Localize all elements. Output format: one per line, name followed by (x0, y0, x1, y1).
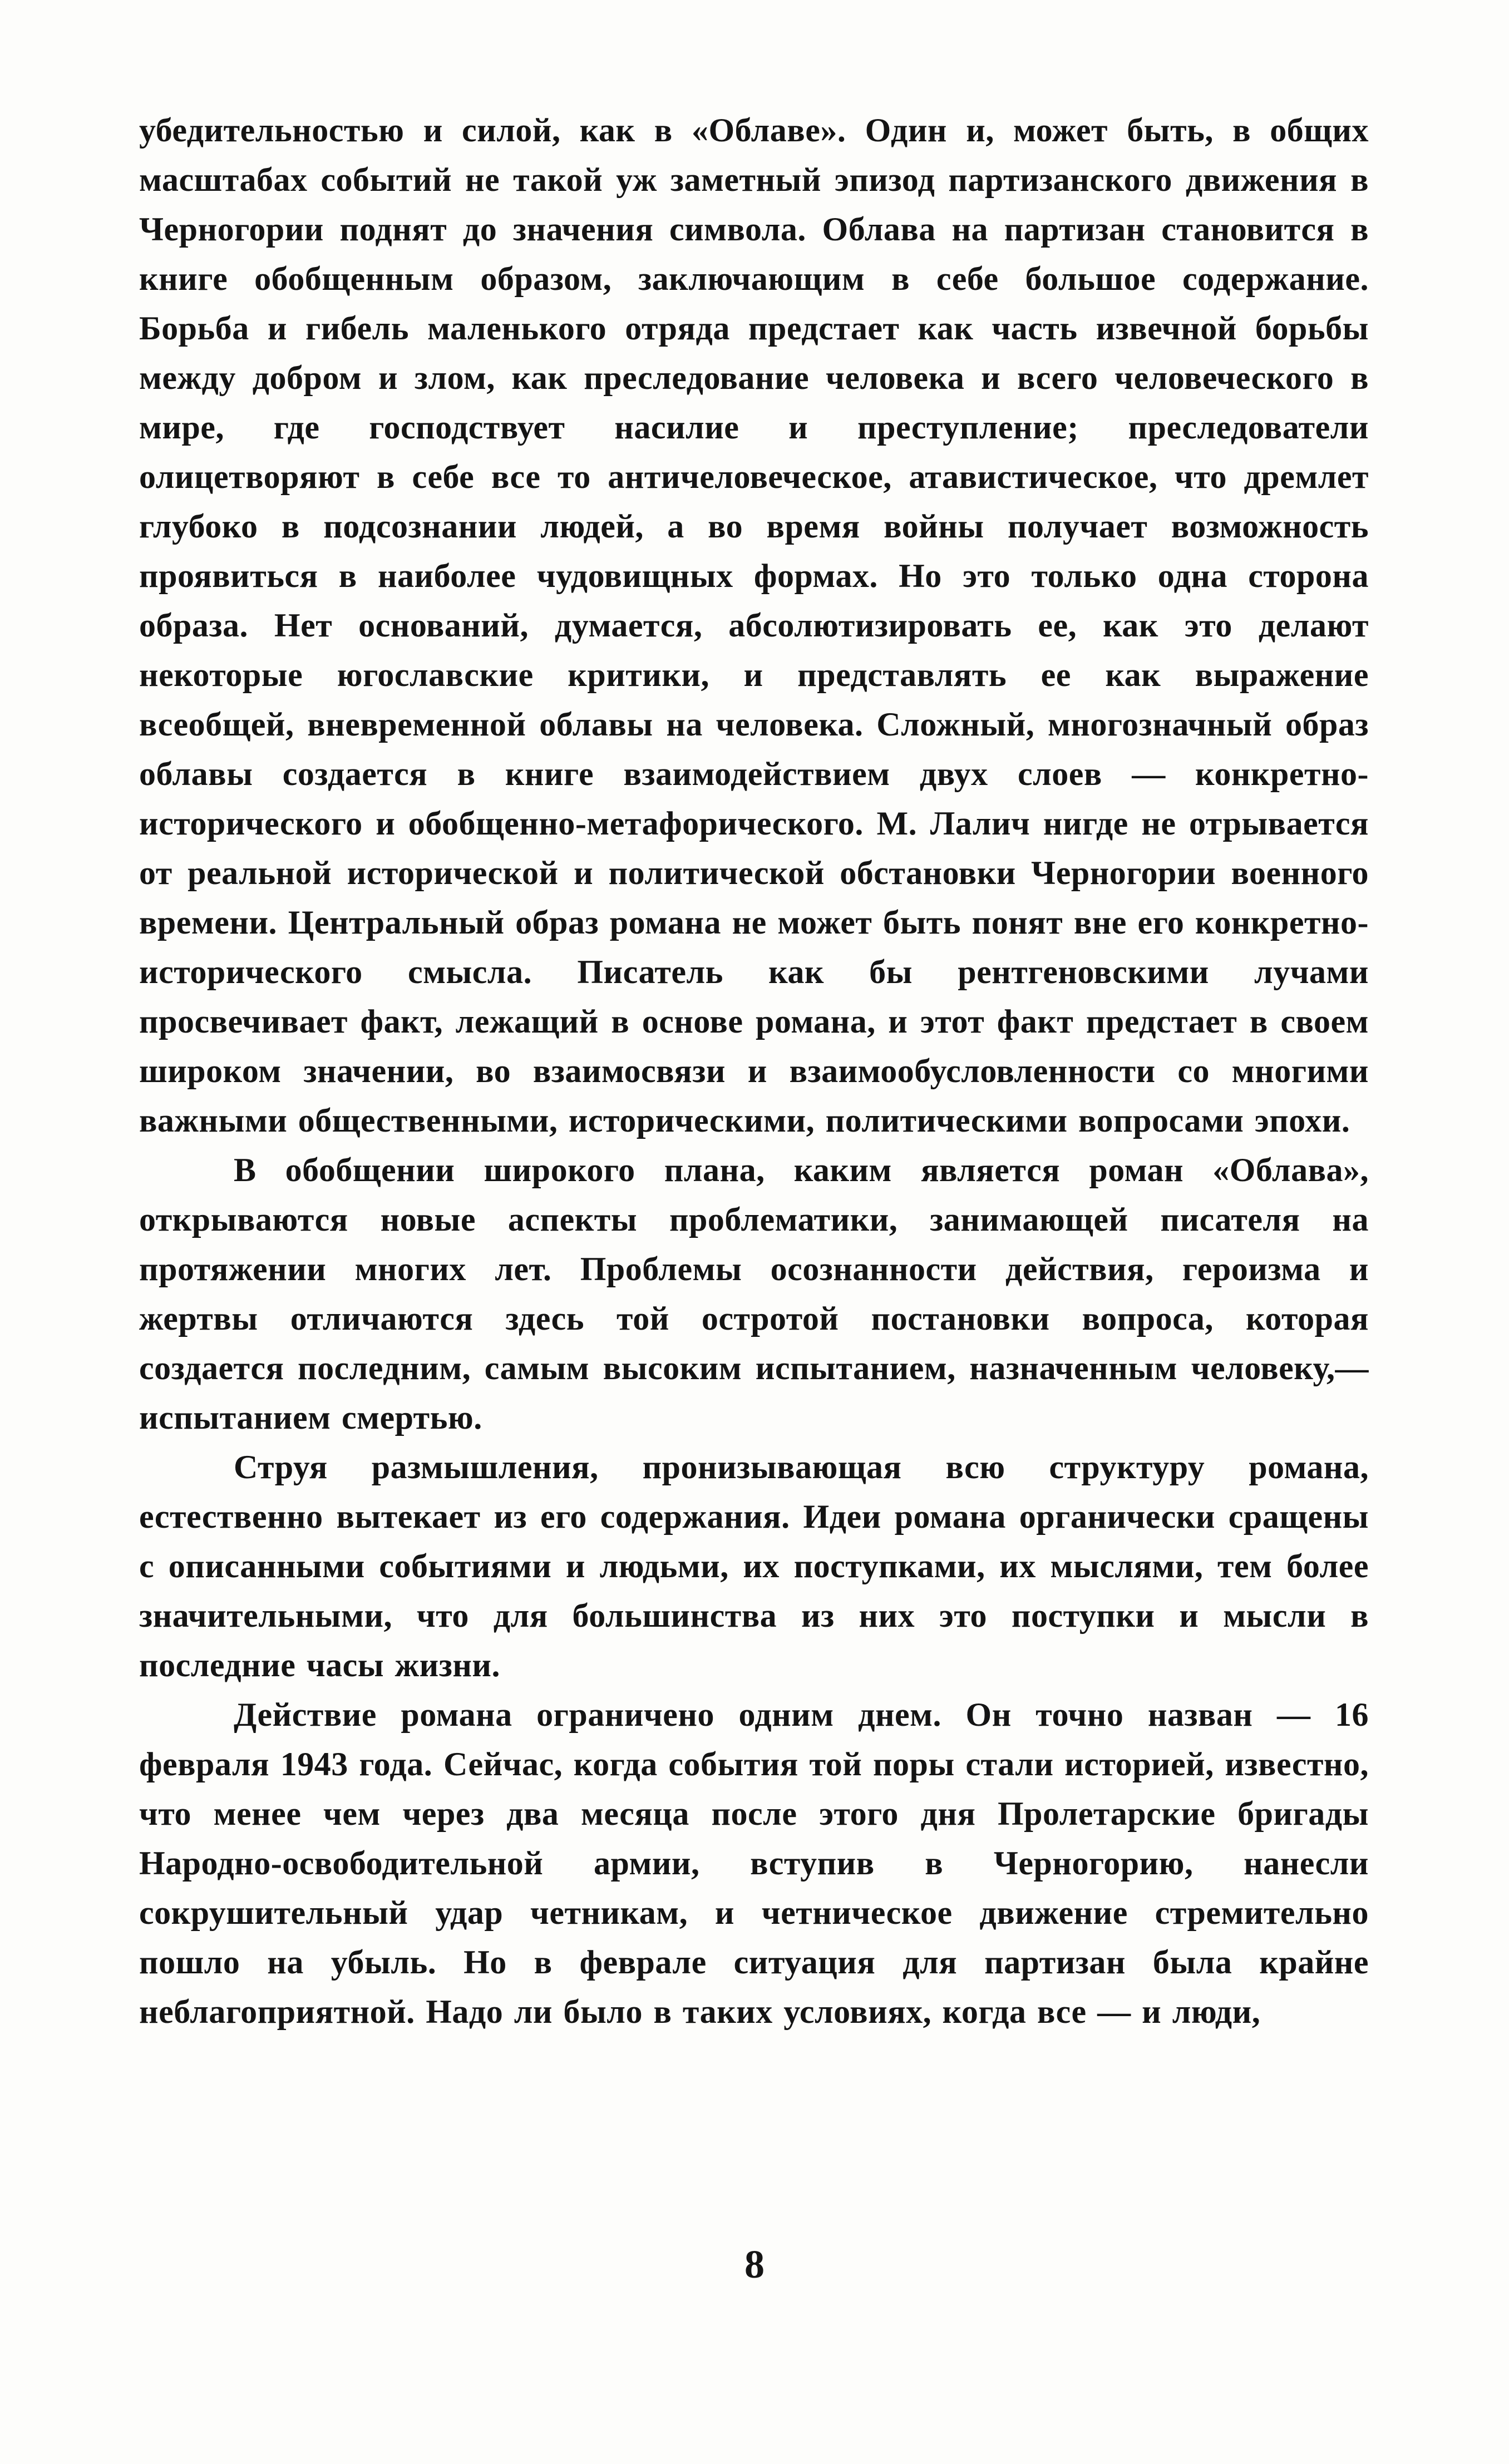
page-number: 8 (744, 2242, 765, 2287)
paragraph-1: убедительностью и силой, как в «Облаве». Один и, может быть, в общих масштабах событий не такой уж заметный эпизод партизанского движения в Черногории поднят до значения символа. Облава на партизан становится в книге обобщенным образом, заключающим в себе большое содержание. Борьба и гибель маленького отряда предстает как часть извечной борьбы между добром и злом, как преследование человека и всего человеческого в мире, где господствует насилие и преступление; преследователи олицетворяют в себе все то античеловеческое, атавистическое, что дремлет глубоко в подсознании людей, а во время войны получает возможность проявиться в наиболее чудовищных формах. Но это только одна сторона образа. Нет оснований, думается, абсолютизировать ее, как это делают некоторые югославские критики, и представлять ее как выражение всеобщей, вневременной облавы на человека. Сложный, многозначный образ облавы создается в книге взаимодействием двух слоев — конкретно-исторического и обобщенно-метафорического. М. Лалич нигде не отрывается от реальной исторической и политической обстановки Черногории военного времени. Центральный образ романа не может быть понят вне его конкретно-исторического смысла. Писатель как бы рентгеновскими лучами просвечивает факт, лежащий в основе романа, и этот факт предстает в своем широком значении, во взаимосвязи и взаимообусловленности со многими важными общественными, историческими, политическими вопросами эпохи. (139, 112, 1369, 1139)
paragraph-3: Струя размышления, пронизывающая всю структуру романа, естественно вытекает из его содержания. Идеи романа органически сращены с описанными событиями и людьми, их поступками, их мыслями, тем более значительными, что для большинства из них это поступки и мысли в последние часы жизни. (139, 1449, 1369, 1683)
paragraph-2: В обобщении широкого плана, каким является роман «Облава», открываются новые аспекты проблематики, занимающей писателя на протяжении многих лет. Проблемы осознанности действия, героизма и жертвы отличаются здесь той остротой постановки вопроса, которая создается последним, самым высоким испытанием, назначенным человеку,— испытанием смертью. (139, 1152, 1369, 1436)
paragraph-4: Действие романа ограничено одним днем. Он точно назван — 16 февраля 1943 года. Сейчас, когда события той поры стали историей, известно, что менее чем через два месяца после этого дня Пролетарские бригады Народно-освободительной армии, вступив в Черногорию, нанесли сокрушительный удар четникам, и четническое движение стремительно пошло на убыль. Но в феврале ситуация для партизан была крайне неблагоприятной. Надо ли было в таких условиях, когда все — и люди, (139, 1696, 1369, 2030)
body-text (139, 106, 1369, 2037)
